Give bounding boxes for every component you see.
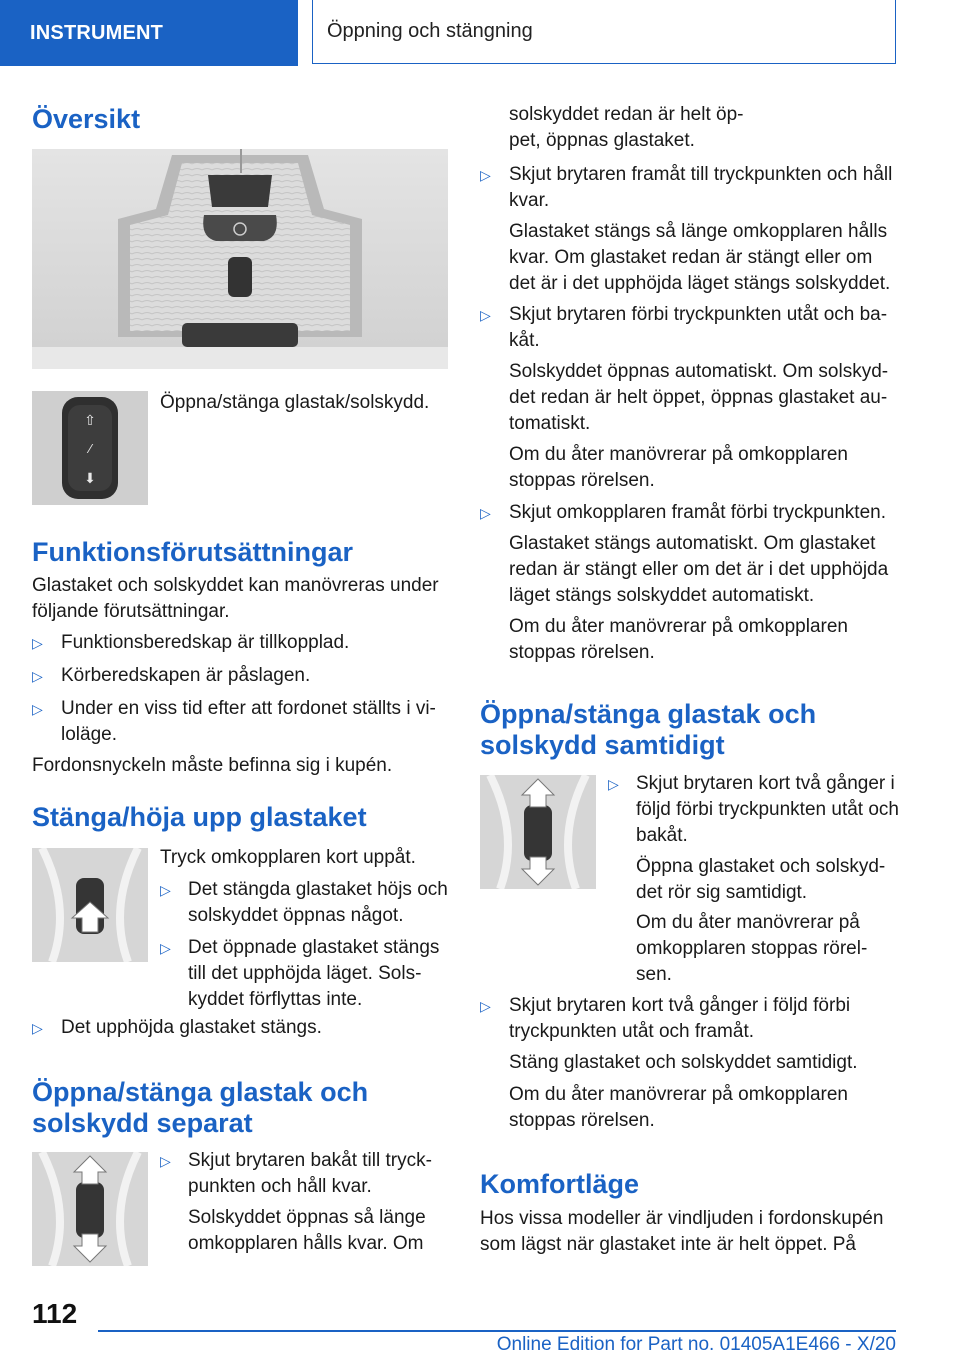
b1-sub: Glastaket stängs så länge omkopplaren hålls kvar. Om glastaket redan är stängt eller om det är i det upphöjda läget stängs solskyddet.: [509, 221, 891, 294]
stanga-photo: [32, 848, 148, 962]
bullet-item: [160, 877, 450, 929]
bullet-item: [608, 771, 900, 849]
bullet-item: [480, 302, 900, 354]
bullet-item: [480, 162, 900, 214]
svg-text:⇧: ⇧: [84, 413, 96, 429]
b3-sub: Glastaket stängs automatiskt. Om glastaket redan är stängt eller om det är i det upphöjda läget stängs solskyddet automatiskt.: [509, 533, 889, 606]
bullet-text: Skjut brytaren framåt till tryckpunkten och håll kvar.: [509, 164, 893, 211]
triangle-right-icon: ▷: [32, 701, 43, 717]
chapter-title: Öppning och stängning: [327, 20, 533, 42]
edition-text: Online Edition for Part no. 01405A1E466 - X/20: [496, 1334, 896, 1355]
bullet-text: Det upphöjda glastaket stängs.: [61, 1017, 322, 1038]
separat-sub: Solskyddet öppnas så länge omkopplaren hålls kvar. Om: [188, 1207, 426, 1254]
komfort-text: Hos vissa modeller är vindljuden i fordonskupén som lägst när glastaket inte är helt öppet. På: [480, 1208, 884, 1255]
triangle-right-icon: ▷: [480, 307, 491, 323]
heading-separat: Öppna/stänga glastak och solskydd separat: [32, 1077, 369, 1138]
b3-sub2: Om du åter manövrerar på omkopplaren stoppas rörelsen.: [509, 616, 848, 663]
svg-text:⬇: ⬇: [84, 471, 96, 487]
s2-sub: Stäng glastaket och solskyddet samtidigt.: [509, 1052, 858, 1073]
bullet-text: Skjut brytaren kort två gånger i följd förbi tryckpunkten utåt och framåt.: [509, 995, 851, 1042]
footer-divider: [98, 1330, 896, 1332]
triangle-right-icon: ▷: [160, 882, 171, 898]
section-tab: [0, 0, 298, 66]
b2-sub: Solskyddet öppnas automatiskt. Om solskyd-det redan är helt öppet, öppnas glastaket au-tomatiskt.: [509, 361, 889, 434]
bullet-text: Skjut brytaren förbi tryckpunkten utåt och ba-kåt.: [509, 304, 888, 351]
samtidigt-photo: [480, 775, 596, 889]
b2-sub2: Om du åter manövrerar på omkopplaren stoppas rörelsen.: [509, 444, 848, 491]
switch-photo: [32, 391, 148, 505]
section-title: INSTRUMENT: [30, 21, 164, 44]
triangle-right-icon: ▷: [32, 635, 43, 651]
bullet-item: [32, 630, 448, 656]
heading-oversikt: Översikt: [32, 104, 141, 134]
bullet-item: [160, 935, 450, 1013]
triangle-right-icon: ▷: [160, 940, 171, 956]
bullet-text: Skjut brytaren kort två gånger i följd förbi tryckpunkten utåt och bakåt.: [636, 773, 899, 846]
funktion-note: Fordonsnyckeln måste befinna sig i kupén.: [32, 755, 393, 776]
heading-funktion: Funktionsförutsättningar: [32, 537, 353, 567]
bullet-item: [480, 500, 900, 526]
separat-photo: [32, 1152, 148, 1266]
bullet-item: [32, 1015, 448, 1041]
triangle-right-icon: ▷: [480, 167, 491, 183]
bullet-text: Det öppnade glastaket stängs till det upphöjda läget. Sols-kyddet förflyttas inte.: [188, 937, 440, 1010]
bullet-item: [160, 1148, 450, 1200]
s2-sub2: Om du åter manövrerar på omkopplaren stoppas rörelsen.: [509, 1084, 848, 1131]
bullet-text: Skjut brytaren bakåt till tryck-punkten och håll kvar.: [188, 1150, 432, 1197]
svg-text:⁄: ⁄: [88, 442, 92, 456]
heading-komfort: Komfortläge: [480, 1169, 640, 1199]
triangle-right-icon: ▷: [32, 668, 43, 684]
bullet-item: [480, 993, 900, 1045]
bullet-text: Det stängda glastaket höjs och solskyddet öppnas något.: [188, 879, 448, 926]
bullet-text: Körberedskapen är påslagen.: [61, 665, 311, 686]
s1-sub: Öppna glastaket och solskyd-det rör sig samtidigt.: [636, 856, 886, 903]
funktion-intro: Glastaket och solskyddet kan manövreras under följande förutsättningar.: [32, 575, 439, 622]
cont-sub: solskyddet redan är helt öp-pet, öppnas glastaket.: [509, 104, 744, 151]
triangle-right-icon: ▷: [480, 998, 491, 1014]
heading-samtidigt: Öppna/stänga glastak och solskydd samtidigt: [480, 699, 817, 760]
s1-sub2: Om du åter manövrerar på omkopplaren stoppas rörel-sen.: [636, 912, 868, 985]
stanga-intro: Tryck omkopplaren kort uppåt.: [160, 847, 416, 868]
page-number: 112: [32, 1298, 78, 1329]
overview-photo: [32, 149, 448, 369]
bullet-item: [32, 696, 448, 748]
triangle-right-icon: ▷: [32, 1020, 43, 1036]
bullet-item: [32, 663, 448, 689]
switch-caption: Öppna/stänga glastak/solskydd.: [160, 392, 430, 413]
triangle-right-icon: ▷: [480, 505, 491, 521]
bullet-text: Funktionsberedskap är tillkopplad.: [61, 632, 350, 653]
triangle-right-icon: ▷: [160, 1153, 171, 1169]
chapter-header: [312, 0, 896, 64]
heading-stanga: Stänga/höja upp glastaket: [32, 802, 367, 832]
bullet-text: Under en viss tid efter att fordonet ställts i vi-loläge.: [61, 698, 436, 745]
triangle-right-icon: ▷: [608, 776, 619, 792]
bullet-text: Skjut omkopplaren framåt förbi tryckpunkten.: [509, 502, 887, 523]
